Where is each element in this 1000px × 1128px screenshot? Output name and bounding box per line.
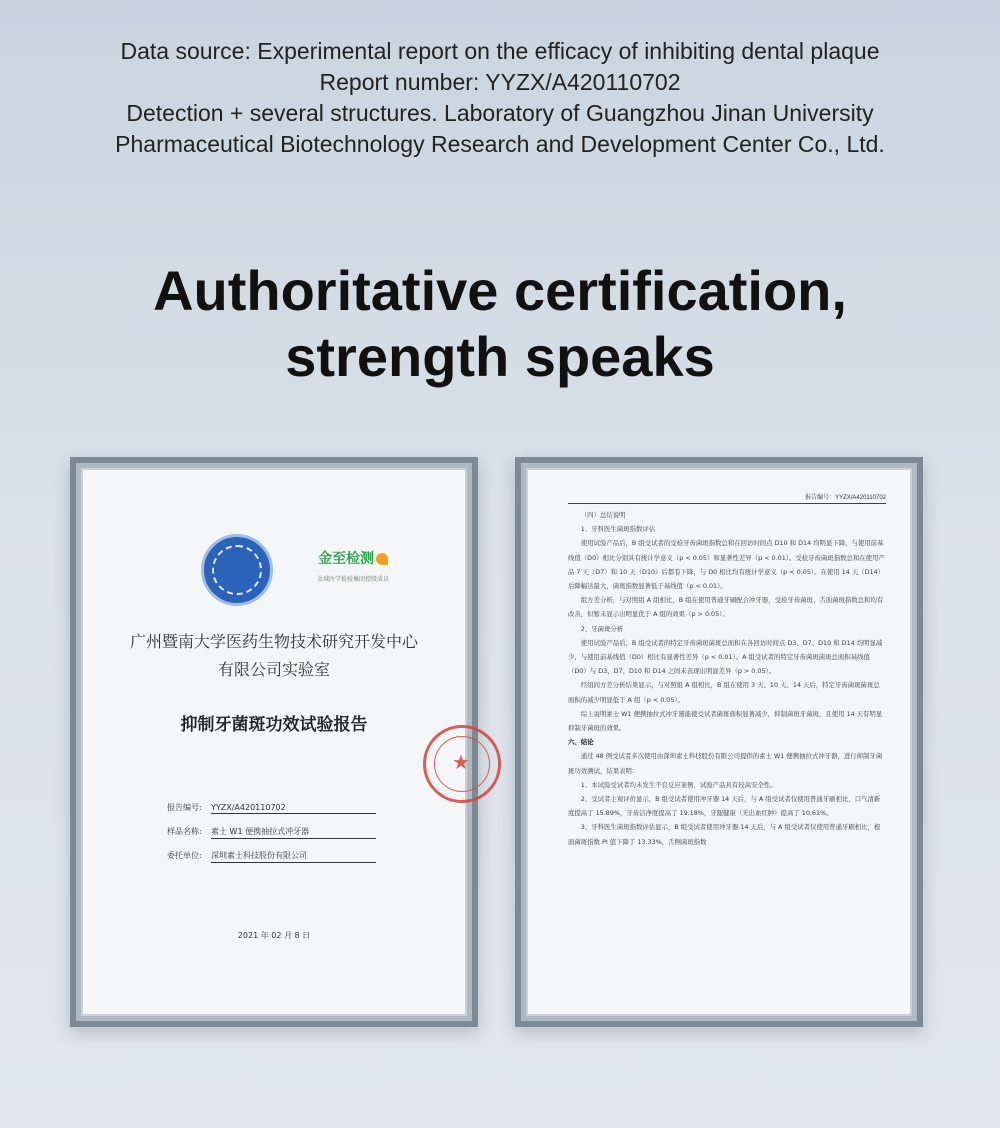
field-report-number [167,802,376,814]
report-paragraph: 2、受试者主观评价显示，B 组受试者使用冲牙器 14 天后，与 A 组受试者仅使用普通牙刷相比，口气清新度提高了 15.89%，牙齿洁净度提高了 19.18%，牙龈健康（无出血红肿）提高了 10.61%。 [568,795,881,818]
lab-logo-subtitle: 金域医学检验集团控股成员 [316,577,389,583]
report-page-header: 报告编号：YYZX/A420110702 [568,492,886,504]
report-paragraph: 组方差分析，与对照组 A 组相比，B 组在使用普通牙刷配合冲牙器，受检牙齿菌斑、舌面菌斑指数总和均有改善，但暂未显示出明显优于 A 组的效果（p > 0.05）。 [568,596,884,619]
data-source-text [90,36,910,160]
report-paragraph: （四）总结说明 [580,511,626,519]
field-value: 素士 W1 便携抽拉式冲牙器 [211,826,376,839]
report-results-page [526,468,912,1016]
report-paragraph: 1、牙科医生菌斑指数评估 [580,525,656,534]
source-line-1: Data source: Experimental report on the efficacy of inhibiting dental plaque [120,38,880,64]
red-stamp-icon: ★ [423,725,501,803]
field-label: 样品名称: [167,827,202,836]
certificate-frame-results [515,457,923,1027]
report-paragraph: 综上说明素士 W1 便携抽拉式冲牙器能使受试者菌斑面积显著减少，抑制菌斑牙菌斑，且使用 14 天有明显抑制牙菌斑的效果。 [568,709,883,733]
field-label: 报告编号: [167,803,202,812]
report-paragraph: 2、牙菌斑分析 [580,624,624,633]
headline: Authoritative certification, strength speaks [153,259,847,388]
report-cover-page [81,468,470,1016]
report-paragraph: 经组间方差分析结果显示，与对照组 A 组相比，B 组在使用 3 天、10 天、14 天后，特定牙齿菌斑菌斑总面积的减少明显低于 A 组（p < 0.05）。 [568,681,880,704]
lab-logo [293,548,413,583]
report-paragraph: 使用试验产品后，B 组受试者的特定牙齿菌斑菌斑总面积在各回访时间点 D3、D7、D10 和 D14 均明显减少，与使用前基线值（D0）相比有显著性差异（p < 0.01）。A 组受试者的特定牙齿菌斑菌斑总面积基线值（D0）与 D3、D7、D10 和 D14 之间未表现出明显差异（p > 0.05）。 [568,638,883,676]
report-title: 抑制牙菌斑功效试验报告 [180,715,368,735]
field-value: YYZX/A420110702 [211,803,376,814]
report-date: 2021 年 02 月 8 日 [237,931,311,940]
lab-name [119,628,429,684]
field-value: 深圳素士科技股份有限公司 [211,850,376,863]
report-paragraph: 使用试验产品后，B 组受试者的受检牙齿菌斑指数总和在回访时间点 D10 和 D14 均明显下降，与使用前基线值（D0）相比分别具有统计学意义（p < 0.05）和显著性差异（p < 0.01）。受检牙齿菌斑指数总和在使用产品 7 天（D7）和 10 天（D10）后都有下降，与 D0 相比均有统计学意义（p < 0.05）。在使用 14 天（D14）后降幅达最大，菌斑指数显著低于基线值（p < 0.01）。 [568,539,885,591]
report-section-heading: 六、结论 [568,738,594,747]
report-paragraph: 1、本试验受试者均未发生不良反应案例，试验产品具有较高安全性。 [580,780,777,789]
university-seal-icon [201,534,273,606]
source-line-2: Report number: YYZX/A420110702 [319,69,681,95]
field-sample-name [167,826,376,839]
lab-logo-text: 金至检测 [318,550,374,566]
lab-name-line-2: 有限公司实验室 [217,660,330,679]
field-client [167,850,376,863]
report-body [568,508,886,849]
field-label: 委托单位: [167,851,202,860]
lab-name-line-1: 广州暨南大学医药生物技术研究开发中心 [129,632,418,651]
source-line-3: Detection + several structures. Laboratory of Guangzhou Jinan University Pharmaceutical Biotechnology Research and Development Center Co., Ltd. [115,100,885,157]
certificate-frame-cover [70,457,478,1027]
report-paragraph: 通过 48 例受试者多次使用由深圳素士科技股份有限公司提供的素士 W1 便携抽拉式冲牙器，进行抑制牙菌斑功效测试，结果表明： [568,752,883,775]
lab-logo-icon [376,553,388,565]
report-paragraph: 3、牙科医生菌斑指数评估显示，B 组受试者使用冲牙器 14 天后，与 A 组受试者仅使用普通牙刷相比，根面菌斑指数 PI 值下降了 13.33%，舌侧菌斑指数 [568,823,881,846]
